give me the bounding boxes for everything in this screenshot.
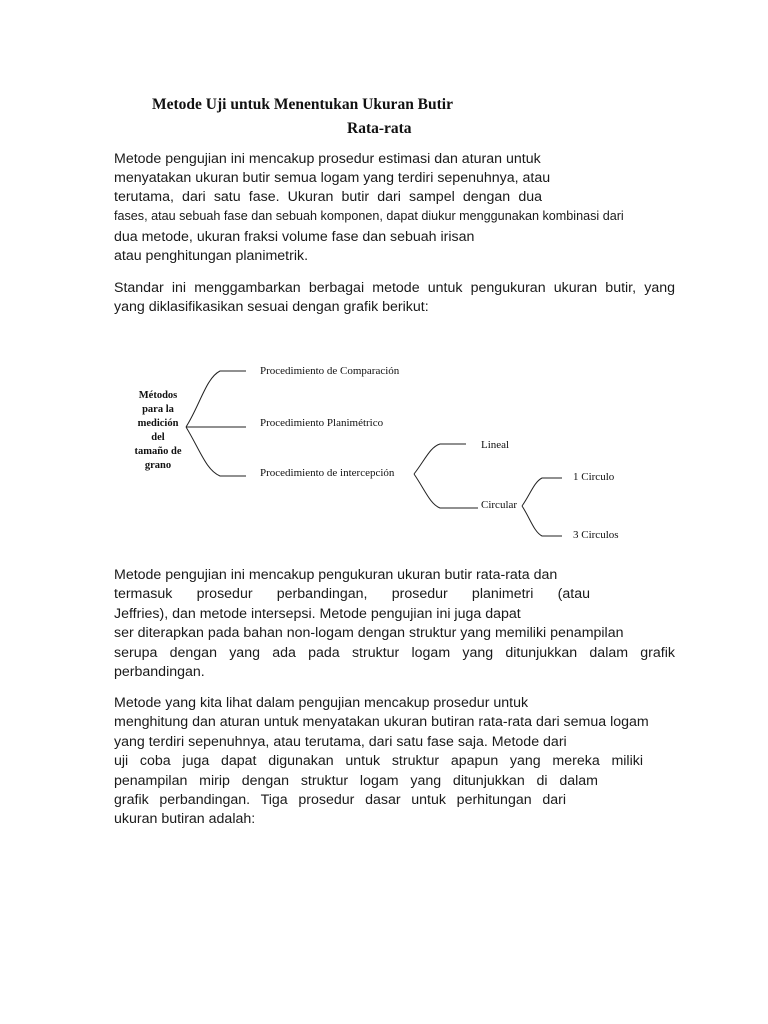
paragraph-3-line: serupa dengan yang ada pada struktur logam yang ditunjukkan dalam grafik: [114, 645, 675, 661]
paragraph-4-line: grafik perbandingan. Tiga prosedur dasar untuk perhitungan dari: [114, 792, 566, 808]
paragraph-1-line: atau penghitungan planimetrik.: [114, 248, 309, 264]
paragraph-4-line: uji coba juga dapat digunakan untuk struktur apapun yang mereka miliki: [114, 753, 643, 769]
diagram-branch-comparacion: Procedimiento de Comparación: [260, 365, 400, 377]
paragraph-4-line: Metode yang kita lihat dalam pengujian mencakup prosedur untuk: [114, 695, 529, 711]
connector-root-intercepcion: [186, 427, 246, 476]
diagram-root-label-line: grano: [144, 460, 172, 471]
paragraph-1-line: Metode pengujian ini mencakup prosedur estimasi dan aturan untuk: [114, 151, 541, 167]
paragraph-3-line: Metode pengujian ini mencakup pengukuran ukuran butir rata-rata dan: [114, 567, 558, 583]
paragraph-3-line: perbandingan.: [114, 664, 205, 680]
diagram-sub-circular: Circular: [481, 499, 518, 511]
diagram-sub-lineal: Lineal: [481, 439, 510, 451]
paragraph-4-line: ukuran butiran adalah:: [114, 811, 256, 827]
paragraph-3-line: termasuk prosedur perbandingan, prosedur planimetri (atau: [114, 586, 590, 602]
connector-root-comparacion: [186, 371, 246, 427]
diagram-leaf-3circulos: 3 Circulos: [573, 529, 619, 541]
paragraph-4-line: menghitung dan aturan untuk menyatakan ukuran butiran rata-rata dari semua logam: [114, 714, 649, 730]
paragraph-1-line: terutama, dari satu fase. Ukuran butir dari sampel dengan dua: [114, 189, 542, 205]
diagram-root-label-line: Métodos: [138, 390, 178, 401]
connector-circular-3circulos: [522, 506, 562, 536]
diagram-root-label-line: del: [151, 432, 165, 443]
paragraph-2-line: Standar ini menggambarkan berbagai metode untuk pengukuran ukuran butir, yang: [114, 280, 675, 296]
paragraph-3-line: ser diterapkan pada bahan non-logam dengan struktur yang memiliki penampilan: [114, 625, 624, 641]
paragraph-1-line: menyatakan ukuran butir semua logam yang terdiri sepenuhnya, atau: [114, 170, 551, 186]
paragraph-1-line: dua metode, ukuran fraksi volume fase dan sebuah irisan: [114, 229, 475, 245]
connector-circular-1circulo: [522, 478, 562, 506]
diagram-branch-planimetrico: Procedimiento Planimétrico: [260, 417, 384, 429]
connector-intercepcion-lineal: [414, 444, 466, 474]
diagram-root-label-line: para la: [142, 404, 174, 415]
paragraph-1-line: fases, atau sebuah fase dan sebuah komponen, dapat diukur menggunakan kombinasi dari: [114, 209, 624, 223]
document-title-line-2: Rata-rata: [347, 120, 412, 137]
diagram-root-label-line: medición: [137, 418, 179, 429]
diagram-root-label-line: tamaño de: [134, 446, 182, 457]
connector-intercepcion-circular: [414, 474, 478, 508]
paragraph-4-line: yang terdiri sepenuhnya, atau terutama, dari satu fase saja. Metode dari: [114, 734, 567, 750]
document-title-line-1: Metode Uji untuk Menentukan Ukuran Butir: [152, 96, 453, 113]
diagram-leaf-1circulo: 1 Circulo: [573, 471, 615, 483]
paragraph-4-line: penampilan mirip dengan struktur logam yang ditunjukkan di dalam: [114, 773, 598, 789]
paragraph-3-line: Jeffries), dan metode intersepsi. Metode pengujian ini juga dapat: [114, 606, 521, 622]
diagram-branch-intercepcion: Procedimiento de intercepción: [260, 467, 395, 479]
paragraph-2-line: yang diklasifikasikan sesuai dengan grafik berikut:: [114, 299, 429, 315]
